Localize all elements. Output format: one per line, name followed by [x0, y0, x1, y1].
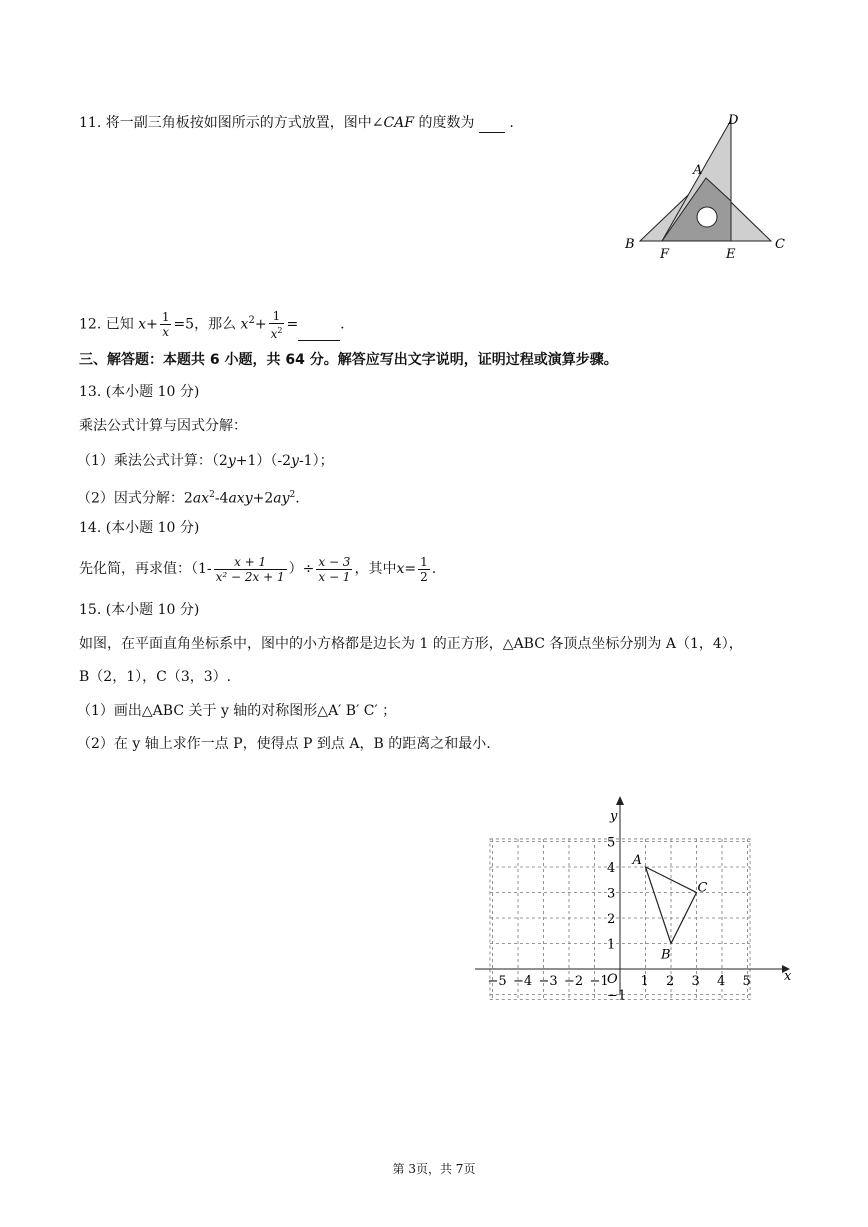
q15-header: 15. (本小题 10 分)	[79, 602, 200, 618]
fraction-2: $\frac{x - 3}{x - 1}$	[318, 554, 351, 584]
label-B: B	[625, 237, 635, 252]
point-label-A: A	[632, 853, 642, 868]
q15-part1: （1）画出△ABC 关于 y 轴的对称图形△A′ B′ C′ ；	[77, 703, 397, 719]
label-C: C	[775, 237, 785, 252]
x-tick-label: −1	[589, 974, 609, 989]
y-axis-arrow	[616, 796, 624, 805]
q14-header: 14. (本小题 10 分)	[79, 520, 200, 536]
x-tick-label: −5	[487, 974, 507, 989]
fraction-value: $\frac{1}{2}$	[420, 554, 428, 584]
point-label-B: B	[661, 947, 671, 963]
label-D: D	[728, 113, 739, 128]
y-axis-label: y	[610, 809, 618, 824]
label-E: E	[726, 247, 736, 262]
triangle-figure	[620, 108, 800, 268]
fraction-1-over-x: $\frac{1}{x}$	[161, 310, 170, 340]
x-tick-label: 2	[666, 974, 675, 989]
y-tick-label: 5	[607, 835, 616, 851]
x-tick-label: −3	[538, 974, 558, 989]
label-A: A	[693, 163, 703, 178]
fraction-1: $\frac{x + 1}{\text{x² − 2x + 1}}$	[215, 554, 285, 584]
y-tick-label: 3	[607, 886, 616, 902]
q13-part2: （2）因式分解：$2ax^2-4axy+2ay^2$.	[77, 490, 300, 507]
label-F: F	[660, 247, 670, 262]
x-tick-label: 1	[640, 974, 649, 989]
q13-header: 13. (本小题 10 分)	[79, 384, 200, 400]
q12-text: 12. 已知 x+ $\frac{1}{x}$ =5，那么 $x^2+$ $\frac{1}{x^2}$ = .	[79, 308, 345, 341]
y-tick-label: −1	[607, 988, 627, 1004]
y-tick-label: 4	[607, 861, 616, 876]
y-tick-label: 1	[607, 937, 616, 953]
page-footer: 第 3页，共 7页	[392, 1162, 476, 1176]
q15-line1: 如图，在平面直角坐标系中，图中的小方格都是边长为 1 的正方形，△ABC 各顶点坐标分别为 A（1，4），	[79, 636, 743, 652]
x-tick-label: −4	[513, 974, 533, 989]
x-tick-label: 4	[717, 974, 726, 989]
origin-label: O	[607, 972, 618, 987]
q15-part2: （2）在 y 轴上求作一点 P，使得点 P 到点 A，B 的距离之和最小.	[77, 736, 491, 752]
coordinate-grid	[470, 790, 810, 1010]
q11-text: 11. 将一副三角板按如图所示的方式放置，图中∠CAF 的度数为 .	[79, 115, 514, 131]
answer-blank	[298, 340, 340, 341]
x-tick-label: 5	[742, 974, 751, 989]
q14-expression: 先化简，再求值：（1- $\frac{x + 1}{\text{x² − 2x + 1}}$ ）÷ $\frac{x - 3}{x - 1}$ ，其中x= $\frac{1}{2}$ .	[79, 554, 437, 584]
q13-part1: （1）乘法公式计算：（2y+1）（-2y-1）；	[77, 453, 334, 469]
fraction-1-over-x2: $\frac{1}{x^2}$	[270, 308, 283, 341]
q13-intro: 乘法公式计算与因式分解：	[79, 418, 247, 434]
section-3-heading: 三、解答题：本题共 6 小题，共 64 分。解答应写出文字说明，证明过程或演算步骤。	[79, 352, 618, 368]
y-tick-label: 2	[607, 912, 616, 927]
x-axis-label: x	[784, 969, 792, 984]
point-label-C: C	[697, 880, 708, 896]
hole	[697, 207, 717, 227]
x-tick-label: −2	[564, 974, 584, 989]
answer-blank	[479, 132, 505, 133]
x-tick-label: 3	[691, 974, 700, 989]
q15-line2: B（2，1），C（3，3）.	[79, 669, 232, 685]
